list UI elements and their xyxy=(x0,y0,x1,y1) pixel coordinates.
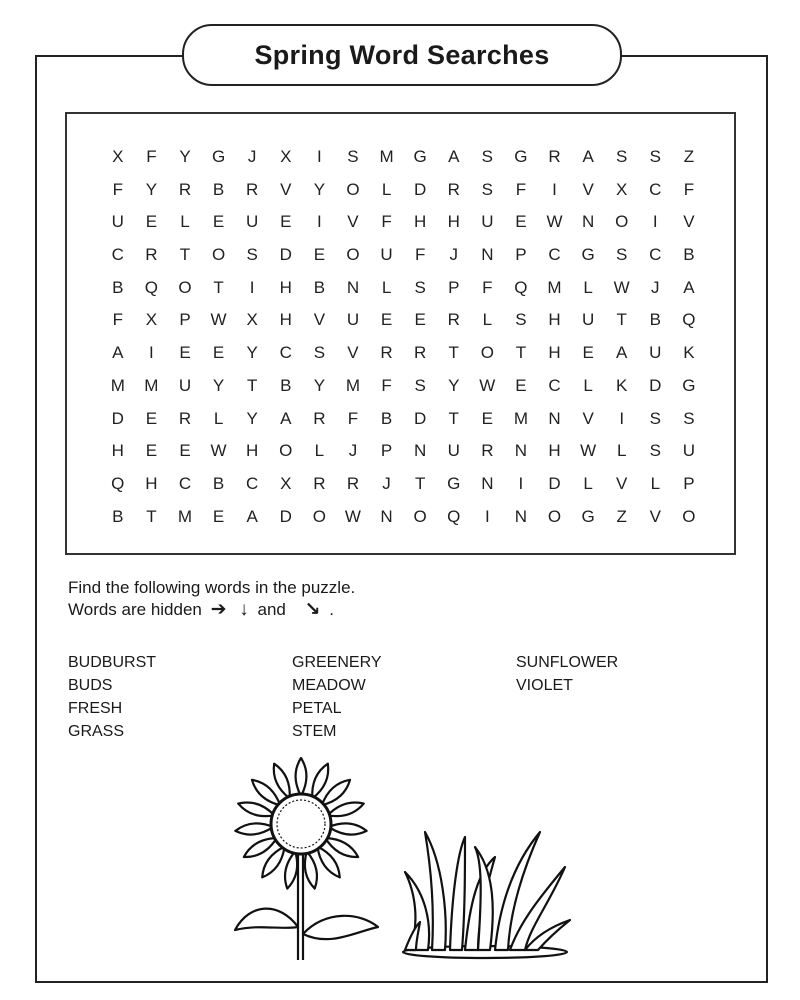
grid-cell: G xyxy=(682,375,696,395)
grid-cell: N xyxy=(380,506,393,526)
grid-cell: U xyxy=(246,212,259,232)
grid-cell: F xyxy=(381,375,392,395)
word-item: GRASS xyxy=(68,723,125,740)
grid-cell: R xyxy=(447,179,460,199)
grid-cell: Y xyxy=(448,375,460,395)
grid-cell: Z xyxy=(683,147,695,166)
grid-cell: D xyxy=(279,245,292,265)
grid-cell: C xyxy=(111,245,124,265)
grid-cell: D xyxy=(414,408,427,428)
grid-cell: E xyxy=(515,375,527,395)
grid-cell: M xyxy=(379,147,394,166)
grid-cell: U xyxy=(649,343,662,363)
grid-cell: F xyxy=(683,179,695,199)
grid-cell: N xyxy=(414,441,427,461)
grid-cell: P xyxy=(179,310,191,330)
grid-cell: J xyxy=(449,245,458,265)
grid-cell: H xyxy=(548,441,561,461)
instructions-line-1: Find the following words in the puzzle. xyxy=(68,578,356,597)
grid-cell: O xyxy=(413,506,427,526)
grid-cell: E xyxy=(212,506,225,526)
grid-cell: V xyxy=(649,506,661,526)
word-item: VIOLET xyxy=(516,677,573,694)
grid-cell: S xyxy=(481,179,493,199)
grid-cell: O xyxy=(346,245,360,265)
grid-cell: V xyxy=(616,473,628,493)
grid-cell: E xyxy=(481,408,493,428)
grid-cell: S xyxy=(616,147,628,166)
grid-cell: U xyxy=(682,441,696,461)
grid-cell: V xyxy=(347,343,359,363)
grid-cell: K xyxy=(683,343,695,363)
grid-cell: D xyxy=(111,408,124,428)
grid-cell: U xyxy=(447,441,460,461)
grid-cell: O xyxy=(480,343,494,363)
letter-grid xyxy=(101,144,706,536)
word-item: PETAL xyxy=(292,700,342,717)
grid-cell: R xyxy=(414,343,427,363)
grid-cell: R xyxy=(548,147,561,166)
grid-cell: T xyxy=(414,473,426,493)
grid-cell: T xyxy=(448,408,459,428)
grid-cell: S xyxy=(649,441,661,461)
grid-cell: J xyxy=(651,277,660,297)
grid-cell: P xyxy=(380,441,393,461)
grid-cell: B xyxy=(280,375,292,395)
grid-cell: E xyxy=(313,245,326,265)
page-title: Spring Word Searches xyxy=(254,39,550,70)
grid-cell: S xyxy=(683,408,695,428)
grid-cell: T xyxy=(213,277,224,297)
grid-cell: I xyxy=(149,343,154,363)
grid-cell: S xyxy=(414,375,426,395)
grid-cell: H xyxy=(279,277,292,297)
grid-cell: X xyxy=(280,147,292,166)
grid-cell: C xyxy=(649,245,662,265)
grid-cell: L xyxy=(583,473,593,493)
grid-cell: E xyxy=(582,343,594,363)
grid-cell: Q xyxy=(447,506,461,526)
grid-cell: H xyxy=(447,212,460,232)
grid-cell: H xyxy=(414,212,427,232)
grid-cell: Y xyxy=(179,147,191,166)
grid-cell: E xyxy=(414,310,426,330)
grid-cell: X xyxy=(616,179,628,199)
grid-cell: R xyxy=(246,179,259,199)
grid-cell: S xyxy=(481,147,493,166)
arrow-right-icon: ➔ xyxy=(210,599,227,620)
grid-cell: O xyxy=(279,441,293,461)
grid-cell: J xyxy=(348,441,358,461)
grid-cell: L xyxy=(381,179,392,199)
grid-cell: H xyxy=(279,310,292,330)
grid-cell: N xyxy=(514,441,528,461)
grid-cell: T xyxy=(515,343,527,363)
grid-cell: Y xyxy=(246,408,258,428)
grid-cell: Y xyxy=(145,179,158,199)
grid-cell: Q xyxy=(144,277,158,297)
grid-cell: S xyxy=(649,408,661,428)
grid-cell: E xyxy=(145,441,158,461)
grid-cell: H xyxy=(548,343,561,363)
grid-cell: W xyxy=(344,506,361,526)
grid-cell: O xyxy=(178,277,192,297)
grid-cell: V xyxy=(280,179,292,199)
grid-cell: D xyxy=(649,375,662,395)
grid-cell: I xyxy=(484,506,490,526)
grid-cell: O xyxy=(682,506,696,526)
grid-cell: R xyxy=(178,408,192,428)
grid-cell: E xyxy=(280,212,292,232)
grid-cell: S xyxy=(313,343,326,363)
sunflower-icon xyxy=(220,752,590,962)
grid-cell: Y xyxy=(313,179,326,199)
grid-cell: S xyxy=(515,310,527,330)
grid-cell: C xyxy=(649,179,662,199)
grid-cell: I xyxy=(652,212,658,232)
grid-cell: W xyxy=(210,441,227,461)
grid-cell: G xyxy=(514,147,528,166)
grid-cell: U xyxy=(346,310,360,330)
grid-cell: M xyxy=(144,375,159,395)
grid-cell: E xyxy=(179,343,191,363)
grid-cell: Y xyxy=(313,375,326,395)
grid-cell: T xyxy=(246,375,258,395)
grid-cell: M xyxy=(110,375,125,395)
word-item: BUDBURST xyxy=(68,654,157,671)
grid-cell: H xyxy=(548,310,561,330)
grid-cell: L xyxy=(583,277,593,297)
word-column-1 xyxy=(68,651,156,743)
grid-cell: I xyxy=(316,147,322,166)
grid-cell: F xyxy=(347,408,359,428)
grid-cell: U xyxy=(481,212,494,232)
grid-cell: B xyxy=(112,277,124,297)
grid-cell: N xyxy=(481,473,494,493)
grid-cell: Q xyxy=(682,310,696,330)
grid-cell: U xyxy=(380,245,393,265)
grid-cell: S xyxy=(414,277,426,297)
grid-cell: F xyxy=(112,310,123,330)
grid-cell: X xyxy=(280,473,292,493)
grid-cell: F xyxy=(482,277,493,297)
grid-cell: B xyxy=(313,277,326,297)
grid-cell: S xyxy=(347,147,359,166)
grid-cell: R xyxy=(380,343,393,363)
word-item: STEM xyxy=(292,723,337,740)
grid-cell: N xyxy=(581,212,595,232)
grid-cell: Y xyxy=(212,375,225,395)
grid-cell: T xyxy=(146,506,157,526)
grid-cell: I xyxy=(249,277,255,297)
grid-cell: M xyxy=(547,277,562,297)
grid-cell: T xyxy=(448,343,459,363)
grid-cell: J xyxy=(247,147,257,166)
grid-cell: R xyxy=(178,179,192,199)
grid-cell: O xyxy=(211,245,226,265)
grid-cell: G xyxy=(211,147,226,166)
grid-cell: N xyxy=(548,408,561,428)
grid-cell: L xyxy=(213,408,224,428)
grid-cell: B xyxy=(380,408,393,428)
arrow-diagonal-icon: ↘ xyxy=(304,599,321,620)
grid-cell: A xyxy=(616,343,628,363)
grid-cell: F xyxy=(146,147,157,166)
grid-cell: I xyxy=(518,473,524,493)
grid-cell: S xyxy=(649,147,661,166)
grid-cell: A xyxy=(280,408,292,428)
grid-cell: H xyxy=(145,473,158,493)
grid-cell: B xyxy=(649,310,661,330)
grid-cell: N xyxy=(514,506,528,526)
grid-cell: D xyxy=(548,473,561,493)
grid-cell: C xyxy=(548,375,561,395)
grid-cell: L xyxy=(482,310,493,330)
grid-cell: E xyxy=(145,408,158,428)
word-item: BUDS xyxy=(68,677,113,694)
grid-cell: X xyxy=(246,310,258,330)
instructions-line-2: Words are hidden ➔ ↓ and ↘ . xyxy=(68,599,334,620)
grid-cell: V xyxy=(683,212,695,232)
arrow-down-icon: ↓ xyxy=(239,599,249,620)
grid-cell: O xyxy=(547,506,562,526)
grid-cell: C xyxy=(178,473,192,493)
grid-cell: D xyxy=(279,506,292,526)
grid-cell: B xyxy=(212,473,225,493)
grid-cell: W xyxy=(613,277,630,297)
grid-cell: T xyxy=(616,310,627,330)
grid-cell: L xyxy=(583,375,593,395)
grid-cell: I xyxy=(619,408,625,428)
title-banner xyxy=(182,24,622,86)
grid-cell: I xyxy=(552,179,557,199)
grid-cell: W xyxy=(580,441,597,461)
grid-cell: P xyxy=(683,473,695,493)
grid-cell: O xyxy=(312,506,326,526)
grid-cell: M xyxy=(177,506,193,526)
grid-cell: W xyxy=(479,375,496,395)
grid-cell: G xyxy=(413,147,427,166)
grid-cell: Q xyxy=(514,277,528,297)
grid-cell: U xyxy=(581,310,595,330)
grid-cell: E xyxy=(380,310,393,330)
grid-cell: E xyxy=(145,212,158,232)
grid-cell: X xyxy=(145,310,158,330)
grid-cell: W xyxy=(210,310,227,330)
grid-cell: L xyxy=(650,473,661,493)
grid-cell: R xyxy=(447,310,460,330)
grid-cell: E xyxy=(179,441,191,461)
grid-cell: R xyxy=(481,441,494,461)
grid-cell: X xyxy=(112,147,124,166)
grid-cell: V xyxy=(313,310,326,330)
word-item: SUNFLOWER xyxy=(516,654,619,671)
grid-cell: P xyxy=(515,245,527,265)
grid-cell: A xyxy=(112,343,124,363)
grid-cell: L xyxy=(381,277,392,297)
grass-icon xyxy=(403,832,570,958)
word-item: MEADOW xyxy=(292,677,366,694)
grid-cell: G xyxy=(581,245,595,265)
grid-cell: G xyxy=(447,473,461,493)
grid-cell: C xyxy=(279,343,292,363)
grid-cell: Z xyxy=(616,506,627,526)
grid-cell: D xyxy=(414,179,427,199)
grid-cell: K xyxy=(616,375,628,395)
grid-cell: T xyxy=(179,245,191,265)
grid-cell: E xyxy=(212,343,225,363)
grid-cell: S xyxy=(616,245,628,265)
grid-cell: Y xyxy=(246,343,258,363)
grid-cell: E xyxy=(515,212,527,232)
grid-cell: A xyxy=(582,147,594,166)
word-column-2 xyxy=(292,651,382,743)
grid-cell: H xyxy=(246,441,259,461)
grid-cell: N xyxy=(346,277,360,297)
grid-cell: A xyxy=(246,506,258,526)
grid-cell: R xyxy=(313,473,326,493)
grid-cell: F xyxy=(414,245,426,265)
grid-cell: B xyxy=(683,245,695,265)
grid-cell: R xyxy=(346,473,360,493)
grid-cell: F xyxy=(381,212,392,232)
grid-cell: H xyxy=(111,441,124,461)
grid-cell: F xyxy=(515,179,527,199)
grid-cell: F xyxy=(112,179,123,199)
grid-cell: O xyxy=(615,212,629,232)
grid-cell: A xyxy=(448,147,460,166)
grid-cell: L xyxy=(616,441,627,461)
grid-cell: N xyxy=(481,245,494,265)
grid-cell: L xyxy=(180,212,190,232)
word-column-3 xyxy=(516,651,618,697)
grid-cell: C xyxy=(548,245,561,265)
grid-cell: M xyxy=(513,408,528,428)
instructions xyxy=(68,577,355,621)
grid-cell: S xyxy=(246,245,258,265)
grid-cell: R xyxy=(313,408,326,428)
grid-cell: L xyxy=(314,441,325,461)
grid-cell: B xyxy=(112,506,124,526)
grid-cell: E xyxy=(212,212,225,232)
grid-cell: U xyxy=(178,375,192,395)
grid-cell: V xyxy=(582,179,594,199)
grid-cell: C xyxy=(246,473,259,493)
word-item: FRESH xyxy=(68,700,123,717)
grid-cell: Q xyxy=(111,473,125,493)
grid-cell: W xyxy=(546,212,563,232)
grid-cell: V xyxy=(582,408,594,428)
grid-cell: A xyxy=(683,277,695,297)
grid-cell: V xyxy=(347,212,359,232)
grid-cell: M xyxy=(345,375,361,395)
grid-cell: U xyxy=(111,212,124,232)
grid-cell: B xyxy=(212,179,225,199)
word-item: GREENERY xyxy=(292,654,382,671)
grid-cell: P xyxy=(448,277,460,297)
illustrations xyxy=(220,752,590,967)
grid-cell: J xyxy=(382,473,391,493)
grid-cell: I xyxy=(316,212,322,232)
grid-cell: G xyxy=(581,506,595,526)
grid-cell: R xyxy=(145,245,158,265)
grid-cell: O xyxy=(346,179,360,199)
